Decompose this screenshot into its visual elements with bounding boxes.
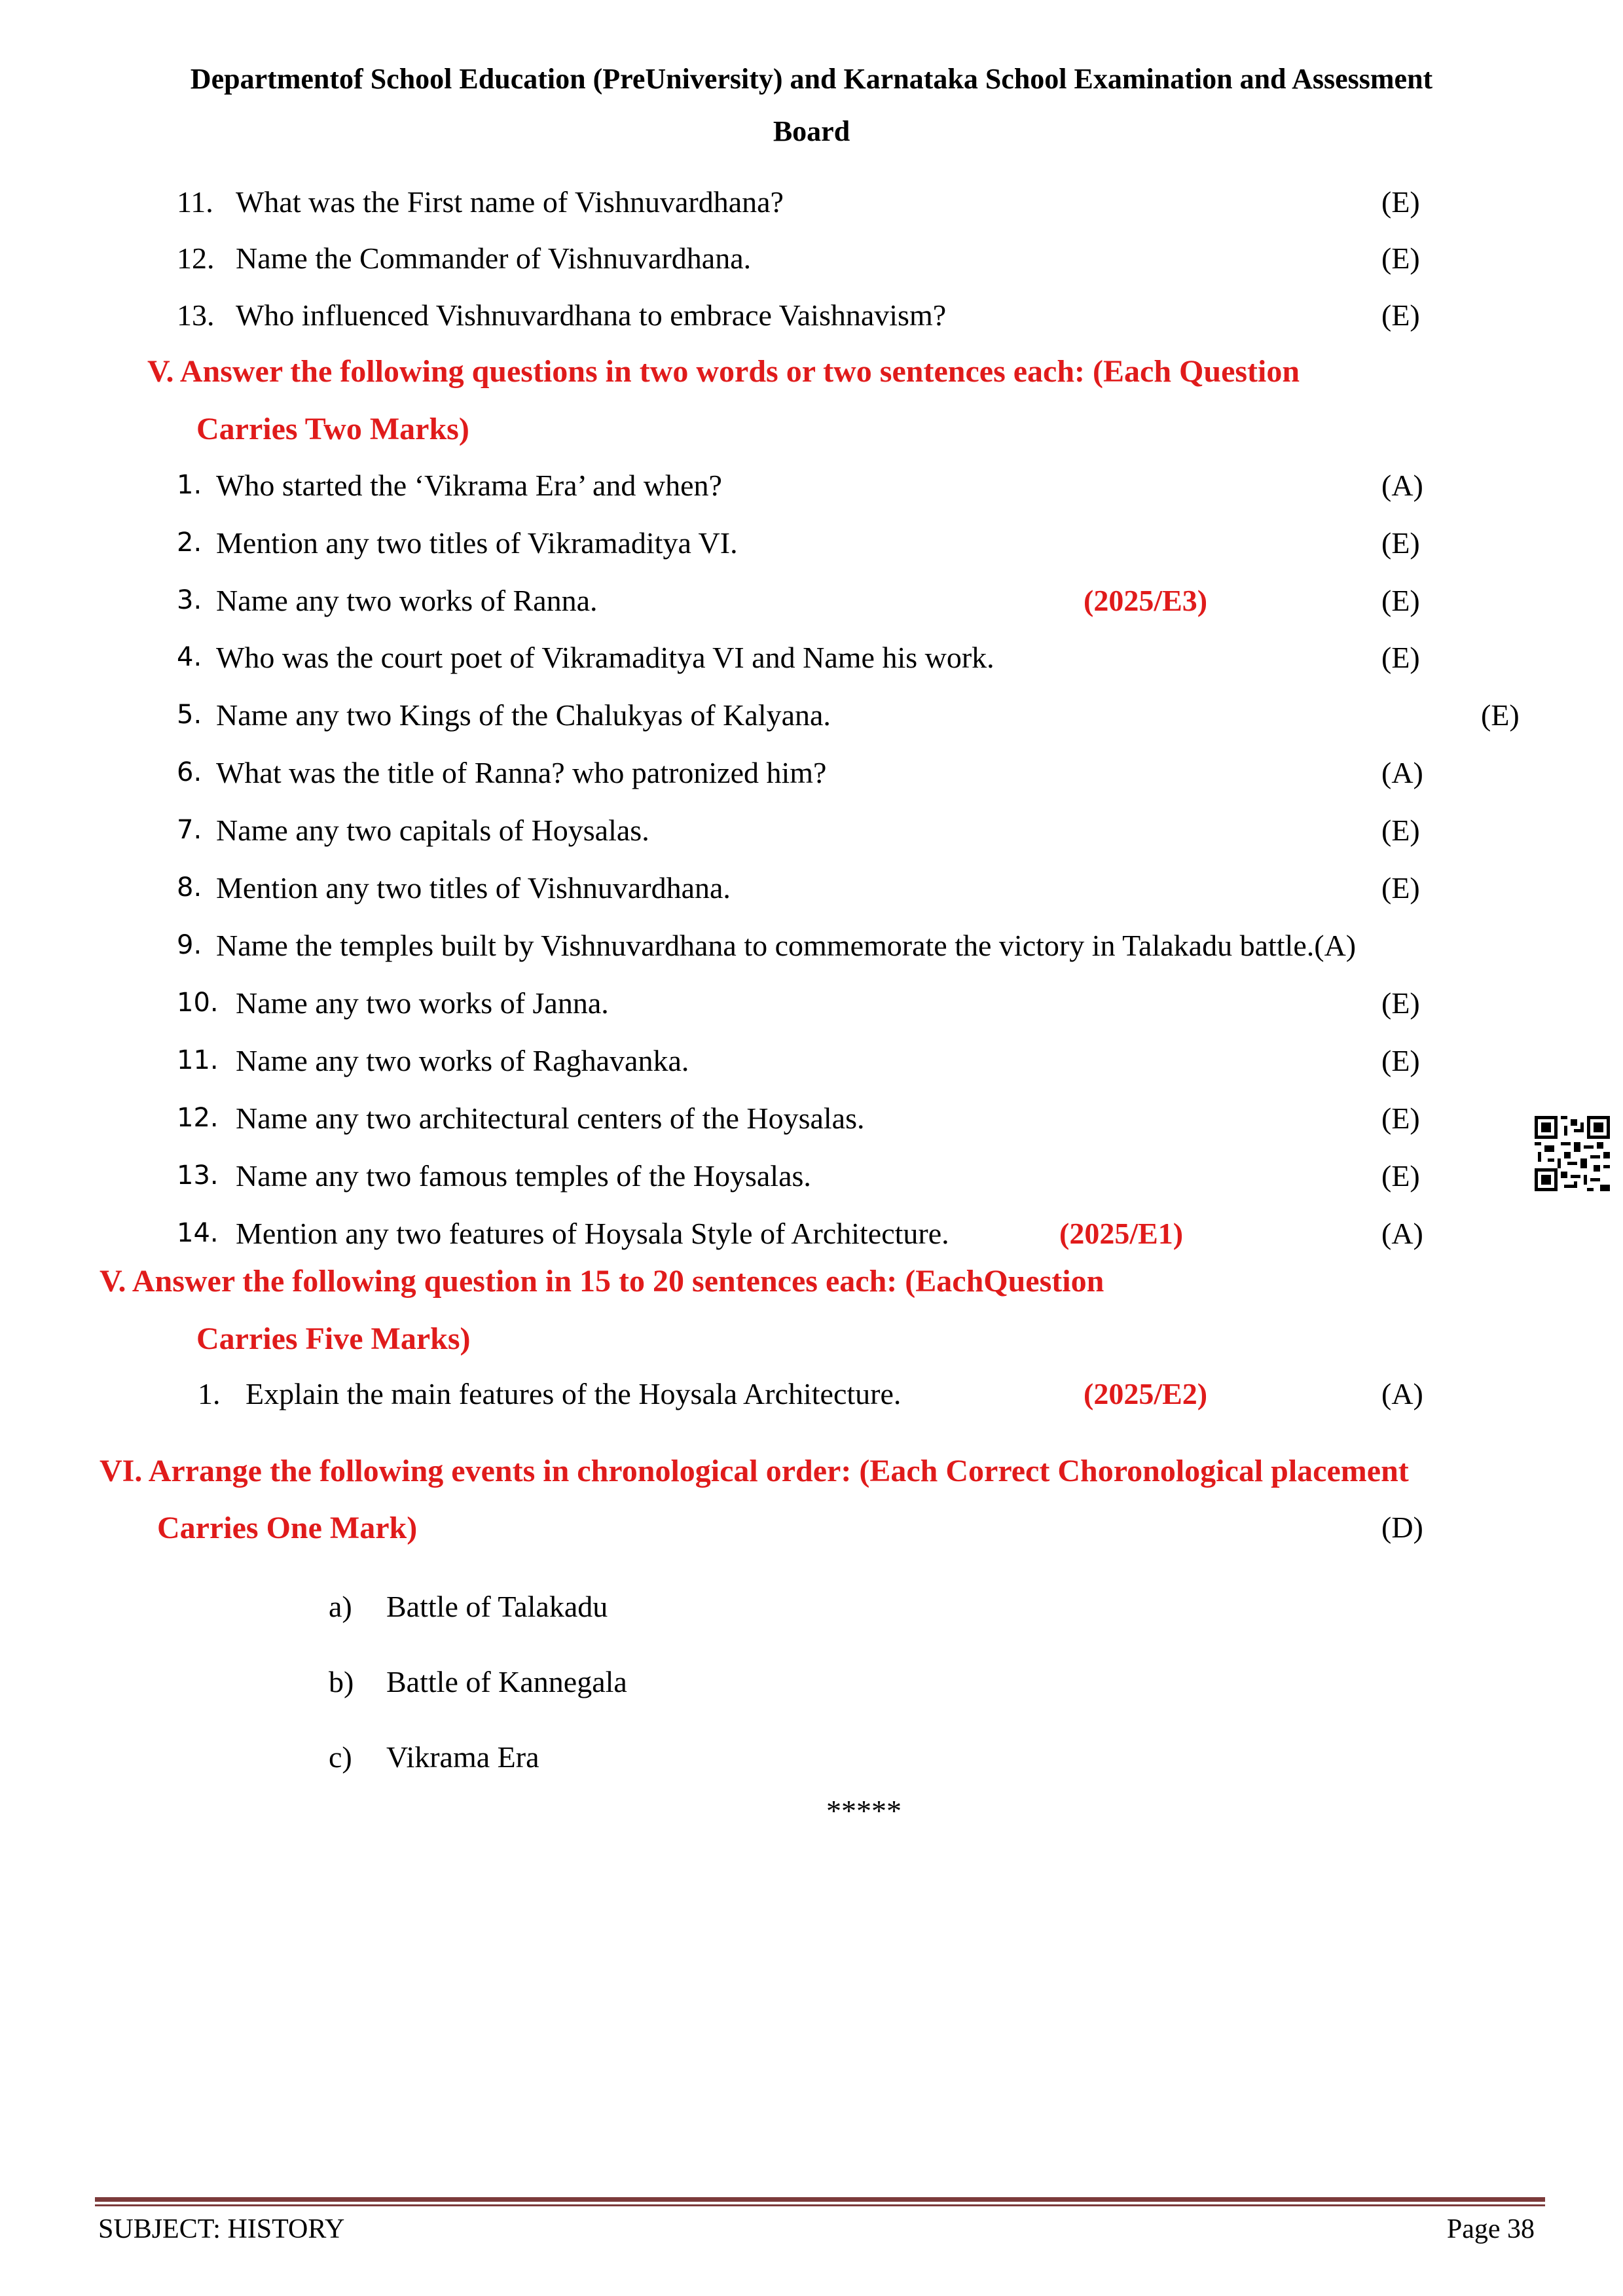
section-v-long-heading-line1: V. Answer the following question in 15 to 20 sentences each: (EachQuestion: [100, 1264, 1104, 1299]
footer-divider-thin: [95, 2204, 1545, 2206]
question-grade: (E): [1381, 1044, 1420, 1077]
question-number: 1.: [177, 470, 202, 500]
question-number: 11.: [177, 185, 213, 219]
question-text: Name any two works of Ranna.: [216, 584, 598, 617]
question-grade: (A): [1381, 1377, 1423, 1410]
question-text: Mention any two titles of Vishnuvardhana.: [216, 871, 731, 905]
event-label: c): [329, 1740, 352, 1774]
question-grade: (E): [1381, 526, 1420, 560]
section-vi-heading-line2: Carries One Mark): [157, 1511, 418, 1545]
question-grade: (E): [1381, 298, 1420, 332]
question-number: 10.: [177, 988, 219, 1018]
section-vi-grade: (D): [1381, 1511, 1423, 1544]
exam-year-tag: (2025/E1): [1059, 1217, 1184, 1250]
question-text: Mention any two features of Hoysala Style of Architecture.: [236, 1217, 949, 1250]
question-grade: (E): [1381, 584, 1420, 617]
question-number: 13.: [177, 298, 215, 332]
question-text: Who was the court poet of Vikramaditya VI and Name his work.: [216, 641, 994, 674]
question-grade: (A): [1381, 1217, 1423, 1250]
event-text: Battle of Kannegala: [386, 1665, 627, 1698]
question-grade: (A): [1381, 756, 1423, 789]
section-v-heading-line1: V. Answer the following questions in two words or two sentences each: (Each Question: [147, 354, 1300, 389]
question-number: 2.: [177, 528, 202, 558]
question-grade: (E): [1381, 242, 1420, 275]
question-number: 4.: [177, 642, 202, 672]
question-grade: (E): [1381, 986, 1420, 1020]
event-text: Battle of Talakadu: [386, 1590, 608, 1623]
question-number: 13.: [177, 1160, 219, 1191]
question-number: 7.: [177, 815, 202, 845]
question-grade: (E): [1381, 641, 1420, 674]
question-number: 9.: [177, 930, 202, 960]
question-text: Mention any two titles of Vikramaditya VI.: [216, 526, 738, 560]
page-number: Page 38: [1446, 2214, 1535, 2244]
question-text: Name any two works of Raghavanka.: [236, 1044, 689, 1077]
question-number: 8.: [177, 872, 202, 903]
question-number: 12.: [177, 1103, 219, 1133]
question-number: 12.: [177, 242, 215, 275]
question-text: Name the temples built by Vishnuvardhana to commemorate the victory in Talakadu battle.(A): [216, 929, 1357, 962]
question-text: Name any two works of Janna.: [236, 986, 609, 1020]
qr-code-icon: [1535, 1116, 1610, 1191]
question-text: What was the First name of Vishnuvardhana?: [236, 185, 784, 219]
question-grade: (A): [1381, 469, 1423, 502]
footer-subject: SUBJECT: HISTORY: [98, 2214, 345, 2244]
question-grade: (E): [1381, 814, 1420, 847]
section-v-heading-line2: Carries Two Marks): [196, 412, 469, 446]
question-number: 5.: [177, 700, 202, 730]
question-number: 1.: [198, 1377, 221, 1410]
question-text: Name any two famous temples of the Hoysalas.: [236, 1159, 811, 1193]
question-text: Explain the main features of the Hoysala Architecture.: [246, 1377, 902, 1410]
exam-year-tag: (2025/E2): [1084, 1377, 1208, 1410]
question-number: 3.: [177, 585, 202, 615]
end-mark: *****: [826, 1794, 902, 1827]
event-label: a): [329, 1590, 352, 1623]
footer-divider: [95, 2197, 1545, 2202]
header-title-line1: Departmentof School Education (PreUniversity) and Karnataka School Examination and Assessment: [190, 63, 1433, 95]
section-vi-heading-line1: VI. Arrange the following events in chronological order: (Each Correct Choronological placement: [100, 1454, 1409, 1488]
question-number: 6.: [177, 757, 202, 787]
question-text: Name any two Kings of the Chalukyas of Kalyana.: [216, 698, 831, 732]
header-title-line2: Board: [773, 115, 850, 147]
question-grade: (E): [1381, 185, 1420, 219]
question-grade: (E): [1381, 871, 1420, 905]
section-v-long-heading-line2: Carries Five Marks): [196, 1321, 471, 1356]
question-text: Name any two capitals of Hoysalas.: [216, 814, 649, 847]
event-text: Vikrama Era: [386, 1740, 539, 1774]
question-text: Who influenced Vishnuvardhana to embrace Vaishnavism?: [236, 298, 947, 332]
question-text: Name any two architectural centers of the Hoysalas.: [236, 1102, 865, 1135]
question-text: What was the title of Ranna? who patronized him?: [216, 756, 827, 789]
event-label: b): [329, 1665, 354, 1698]
question-number: 14.: [177, 1218, 219, 1248]
question-text: Name the Commander of Vishnuvardhana.: [236, 242, 752, 275]
question-number: 11.: [177, 1045, 219, 1075]
question-grade: (E): [1381, 1102, 1420, 1135]
question-grade: (E): [1381, 1159, 1420, 1193]
exam-year-tag: (2025/E3): [1084, 584, 1208, 617]
question-grade: (E): [1481, 698, 1520, 732]
question-text: Who started the ‘Vikrama Era’ and when?: [216, 469, 722, 502]
